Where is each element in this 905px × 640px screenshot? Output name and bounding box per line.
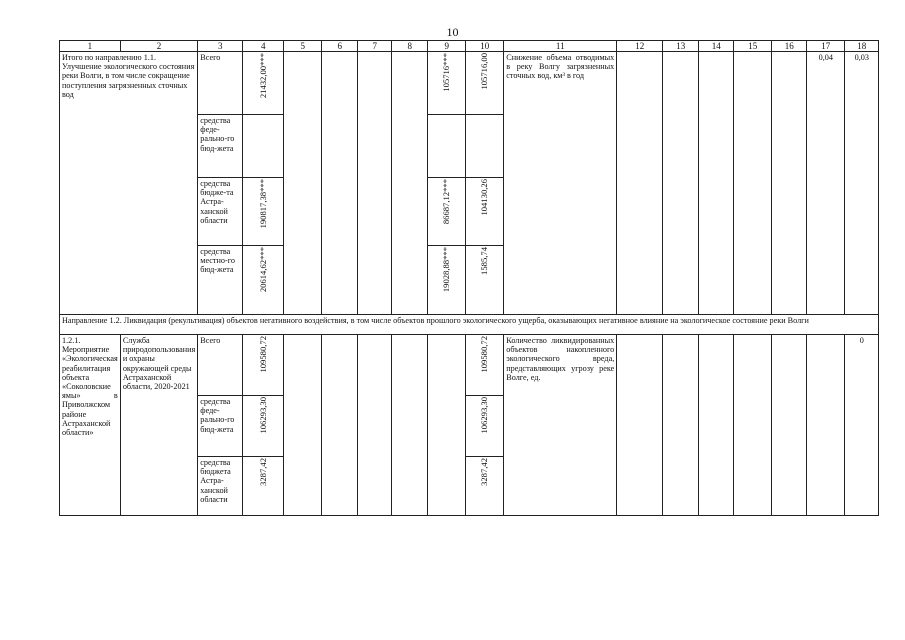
value-cell: 109580,72 xyxy=(243,335,284,396)
header-cell: 5 xyxy=(284,41,322,52)
header-cell: 12 xyxy=(617,41,663,52)
value-cell: 0,03 xyxy=(845,52,879,315)
header-cell: 9 xyxy=(428,41,466,52)
header-cell: 11 xyxy=(504,41,617,52)
source-cell: средства местно-го бюд-жета xyxy=(198,246,243,315)
value-cell: 0,04 xyxy=(807,52,845,315)
source-cell: средства феде-рально-го бюд-жета xyxy=(198,396,243,457)
header-cell: 16 xyxy=(772,41,807,52)
section-total-title: Итого по направлению 1.1. Улучшение экологического состояния реки Волги, в том числе сокращение поступления загрязненных сточных вод xyxy=(60,52,198,315)
source-cell: Всего xyxy=(198,52,243,115)
source-cell: средства феде-рально-го бюд-жета xyxy=(198,115,243,178)
header-cell: 18 xyxy=(845,41,879,52)
header-cell: 1 xyxy=(60,41,121,52)
page-number: 10 xyxy=(446,25,459,39)
header-cell: 4 xyxy=(243,41,284,52)
value-cell: 19028,88*** xyxy=(428,246,466,315)
value-cell: 3287,42 xyxy=(466,457,504,516)
measure-title: 1.2.1. Мероприятие «Экологическая реабилитация объекта «Соколовские ямы» в Приволжском районе Астраханской области» xyxy=(60,335,121,516)
table-row xyxy=(60,335,879,396)
header-cell: 10 xyxy=(466,41,504,52)
source-cell: средства бюдже-та Астра-ханской области xyxy=(198,178,243,246)
value-cell: 86687,12*** xyxy=(428,178,466,246)
value-cell: 20614,62*** xyxy=(243,246,284,315)
value-cell: 1585,74 xyxy=(466,246,504,315)
value-cell: 106293,30 xyxy=(243,396,284,457)
value-cell: 105716*** xyxy=(428,52,466,115)
direction-heading: Направление 1.2. Ликвидация (рекультивация) объектов негативного воздействия, в том числе объектов прошлого экологического ущерба, оказывающих негативное влияние на экологическое состояние реки Волги xyxy=(60,315,879,335)
indicator-cell: Снижение объема отводимых в реку Волгу загрязненных сточных вод, км³ в год xyxy=(504,52,617,315)
value-cell: 104130,26 xyxy=(466,178,504,246)
value-cell xyxy=(466,115,504,178)
table-row xyxy=(60,315,879,335)
table-row xyxy=(60,52,879,115)
value-cell: 109580,72 xyxy=(466,335,504,396)
value-cell: 190817,38*** xyxy=(243,178,284,246)
value-cell xyxy=(428,115,466,178)
header-cell: 3 xyxy=(198,41,243,52)
program-table xyxy=(59,40,879,516)
value-cell: 21432,00*** xyxy=(243,52,284,115)
header-cell: 13 xyxy=(663,41,699,52)
header-cell: 15 xyxy=(734,41,772,52)
header-cell: 14 xyxy=(699,41,734,52)
value-cell: 0 xyxy=(845,335,879,516)
value-cell: 106293,30 xyxy=(466,396,504,457)
source-cell: Всего xyxy=(198,335,243,396)
value-cell: 3287,42 xyxy=(243,457,284,516)
header-cell: 8 xyxy=(392,41,428,52)
value-cell: 105716,00 xyxy=(466,52,504,115)
header-cell: 17 xyxy=(807,41,845,52)
indicator-cell: Количество ликвидированных объектов накопленного экологического вреда, представляющих угрозу реке Волге, ед. xyxy=(504,335,617,516)
source-cell: средства бюджета Астра-ханской области xyxy=(198,457,243,516)
value-cell xyxy=(243,115,284,178)
header-cell: 2 xyxy=(120,41,197,52)
header-cell: 6 xyxy=(322,41,358,52)
header-cell: 7 xyxy=(358,41,392,52)
measure-executor: Служба природопользования и охраны окружающей среды Астраханской области, 2020-2021 xyxy=(120,335,197,516)
header-row xyxy=(60,41,879,52)
